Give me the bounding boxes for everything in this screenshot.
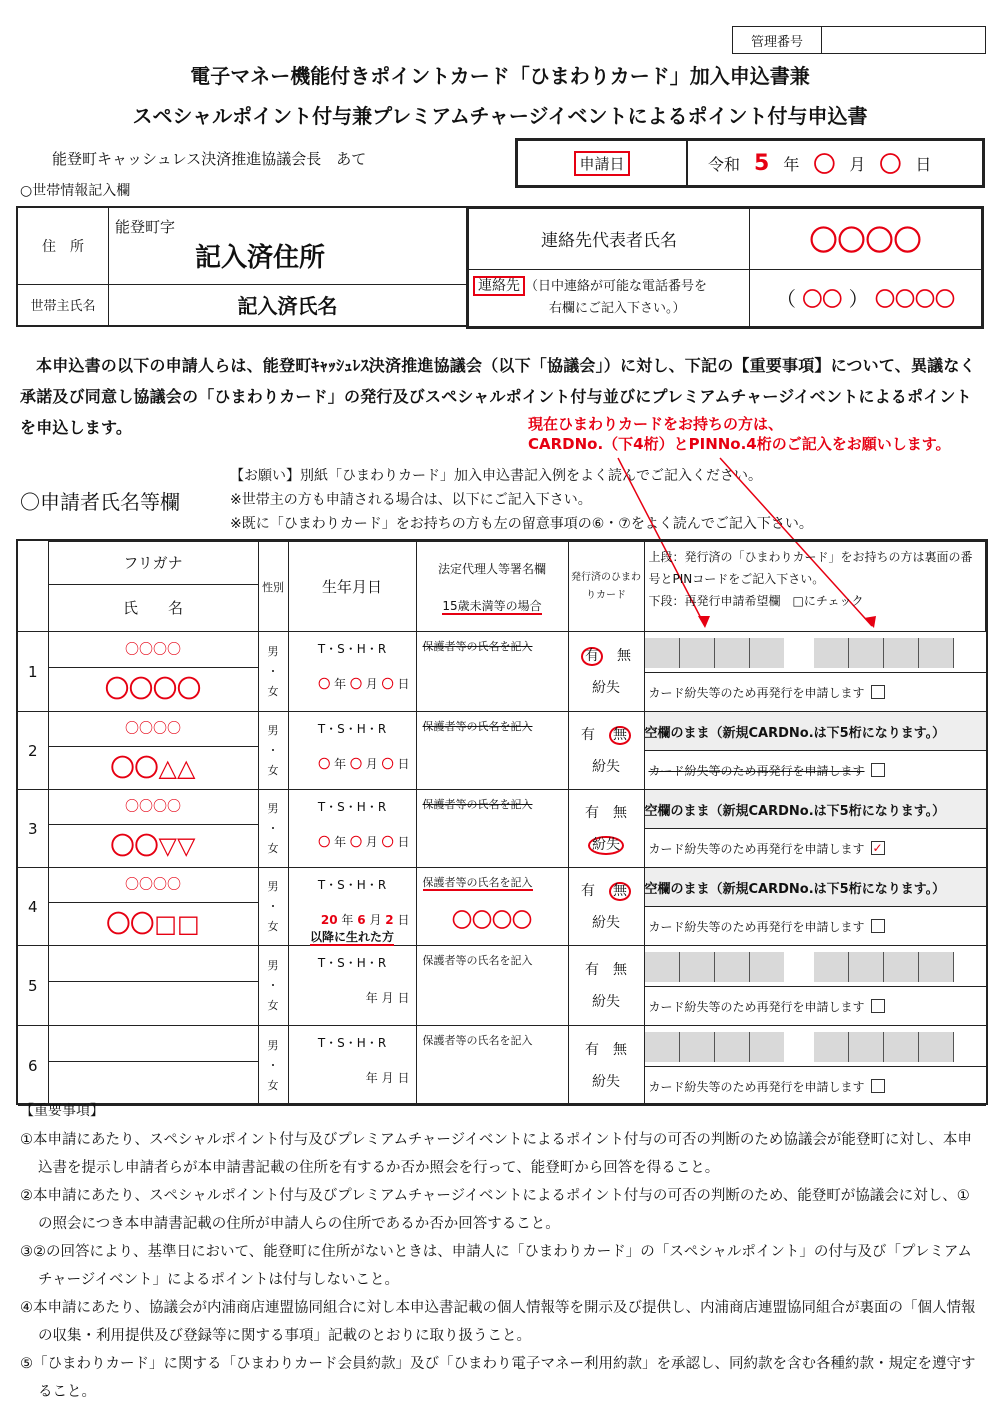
gender-dot: ・ [267,1058,279,1072]
household-section-label: ○世帯情報記入欄 [20,183,131,199]
card-cell [644,946,986,1026]
date-month: 〇 [813,152,836,178]
name-cell[interactable] [48,712,258,790]
dob-year: 〇 [318,757,331,771]
table-row [18,790,986,868]
hdr-name-label: 氏 名 [122,599,183,617]
phone-note1: （日中連絡が可能な電話番号を [525,279,708,295]
application-date-label: 申請日 [574,151,629,176]
guardian-cell[interactable] [416,1026,568,1106]
reissue-label: カード紛失等のため再発行を申請します [648,841,865,856]
gender-dot: ・ [267,821,279,835]
note-1: 【お願い】別紙「ひまわりカード」加入申込書記入例をよく読んでご記入ください。 [230,468,762,484]
dob-year: 〇 [318,677,331,691]
issued-cell[interactable] [568,946,644,1026]
hdr-guardian [416,542,568,632]
hdr-dob: 生年月日 [288,542,416,632]
reissue-checkbox[interactable] [871,999,885,1013]
issued-cell[interactable] [568,868,644,946]
era-options: T・S・H・R [317,956,387,970]
issued-no: 無 [609,882,631,901]
era-options: T・S・H・R [317,642,387,656]
table-row [18,1026,986,1106]
dob-cell[interactable] [288,868,416,946]
issued-lost: 紛失 [592,1073,620,1090]
issued-lost: 紛失 [592,758,620,775]
issued-lost: 紛失 [588,836,624,855]
issued-yes: 有 [585,961,599,978]
note-2: ※世帯主の方も申請される場合は、以下にご記入下さい。 [230,492,592,508]
callout-line2: CARDNo.（下4桁）とPINNo.4桁のご記入をお願いします。 [528,435,951,453]
gender-dot: ・ [267,743,279,757]
hdr-name [48,542,258,632]
dob-day: 2 [385,913,394,927]
dob-cell[interactable] [288,790,416,868]
dob-month-unit: 月 [365,757,378,771]
dob-month-unit: 月 [381,991,394,1005]
guardian-cell[interactable] [416,632,568,712]
blank-note: 空欄のまま（新規CARDNo.は下5桁になります。） [645,790,986,829]
gender-male: 男 [267,801,279,815]
dob-after-note: 以降に生れた方 [309,930,394,944]
gender-female: 女 [267,684,279,698]
card-cell [644,632,986,712]
gender-male: 男 [267,644,279,658]
important-1: ①本申請にあたり、スペシャルポイント付与及びプレミアムチャージイベントによるポイント付与の可否の判断のため協議会が能登町に対し、本申込書を提示し申請者らが本申請書記載の住所を有するか否か照会を行って、能登町から回答を得ること。 [20,1132,972,1176]
gender-cell[interactable] [258,1026,288,1106]
dob-cell[interactable] [288,632,416,712]
guardian-placeholder: 保護者等の氏名を記入 [422,798,533,811]
note-3: ※既に「ひまわりカード」をお持ちの方も左の留意事項の⑥・⑦をよく読んでご記入下さい。 [230,516,813,532]
reissue-checkbox[interactable] [871,1079,885,1093]
important-3: ③②の回答により、基準日において、能登町に住所がないときは、申請人に「ひまわりカード」の「スペシャルポイント」の付与及び「プレミアムチャージイベント」によるポイントは付与しないこと。 [20,1244,972,1288]
issued-cell[interactable] [568,712,644,790]
hdr-card-1: 上段：発行済の「ひまわりカード」をお持ちの方は裏面の番号とPINコードをご記入下さい。 [648,550,973,586]
reissue-row[interactable] [645,907,986,945]
issued-no: 無 [609,726,631,745]
pin-cells[interactable] [645,632,986,673]
phone-open: （ [775,287,796,312]
card-cell [644,712,986,790]
phone-label: 連絡先 [473,276,525,296]
reissue-row[interactable]: カード紛失等のため再発行を申請します ✓ [648,841,883,856]
reissue-checkbox[interactable] [871,763,885,777]
phone-number: 〇〇〇〇 [875,287,956,312]
dob-day-unit: 日 [397,757,410,771]
rep-label: 連絡先代表者氏名 [469,209,750,269]
row-number: 1 [18,632,48,712]
guardian-placeholder: 保護者等の氏名を記入 [422,954,533,967]
gender-cell[interactable] [258,868,288,946]
name-value: 〇〇△△ [110,754,196,782]
name-cell[interactable] [48,868,258,946]
dob-year: 20 [320,913,338,927]
gender-male: 男 [267,1038,279,1052]
guardian-placeholder: 保護者等の氏名を記入 [422,640,533,653]
date-day: 〇 [879,152,902,178]
row-number: 6 [18,1026,48,1106]
dob-day: 〇 [381,757,394,771]
issued-lost: 紛失 [592,679,620,696]
gender-dot: ・ [267,664,279,678]
gender-female: 女 [267,841,279,855]
important-title: 【重要事項】 [20,1103,104,1119]
hdr-card [644,542,986,632]
guardian-name: 〇〇〇〇 [452,908,532,932]
issued-yes: 有 [581,882,595,899]
gender-female: 女 [267,763,279,777]
dob-month: 〇 [349,757,362,771]
gender-cell[interactable] [258,632,288,712]
head-label: 世帯主氏名 [18,284,109,325]
gender-cell[interactable] [258,712,288,790]
era-options: T・S・H・R [317,1036,387,1050]
furigana-value [49,1027,258,1062]
blank-note: 空欄のまま（新規CARDNo.は下5桁になります。） [645,712,986,751]
issued-lost: 紛失 [592,993,620,1010]
address-label: 住 所 [18,208,109,284]
issued-no: 無 [613,961,627,978]
name-value [49,1062,258,1104]
dob-month: 6 [357,913,366,927]
month-unit: 月 [849,154,866,174]
dob-month: 〇 [349,835,362,849]
gender-cell[interactable] [258,790,288,868]
guardian-placeholder: 保護者等の氏名を記入 [422,720,533,733]
dob-day: 〇 [381,677,394,691]
row-number: 4 [18,868,48,946]
name-cell[interactable] [48,632,258,712]
era-options: T・S・H・R [317,878,387,892]
gender-male: 男 [267,723,279,737]
reissue-label: カード紛失等のため再発行を申請します [648,685,865,700]
table-row [18,946,986,1026]
furigana-value: 〇〇〇〇 [49,633,258,668]
dob-year-unit: 年 [334,677,347,691]
hdr-card-2: 下段：再発行申請希望欄 □にチェック [648,594,864,608]
reissue-row[interactable] [645,987,986,1025]
reissue-checkbox[interactable] [871,685,885,699]
pin-cells[interactable] [645,1026,986,1067]
reissue-row[interactable] [645,1067,986,1105]
reissue-label: カード紛失等のため再発行を申請します [648,763,865,778]
hdr-guardian-sub: 15歳未満等の場合 [442,598,542,613]
furigana-value: 〇〇〇〇 [49,712,258,747]
phone-area: 〇〇 [802,287,843,312]
issued-yes: 有 [581,726,595,743]
name-cell[interactable] [48,1026,258,1106]
guardian-placeholder: 保護者等の氏名を記入 [422,1034,533,1047]
hdr-guardian-label: 法定代理人等署名欄 [437,561,546,576]
dob-day-unit: 日 [397,677,410,691]
gender-male: 男 [267,958,279,972]
card-cell [644,868,986,946]
dob-cell[interactable] [288,946,416,1026]
head-value[interactable]: 記入済氏名 [109,284,467,325]
dob-day: 〇 [381,835,394,849]
applicants-title: 〇申請者氏名等欄 [20,490,180,514]
name-value [49,982,258,1024]
pin-cells[interactable] [645,946,986,987]
important-4: ④本申請にあたり、協議会が内浦商店連盟協同組合に対し本申込書記載の個人情報等を開示及び提供し、内浦商店連盟協同組合が裏面の「個人情報の収集・利用提供及び登録等に関する事項」記載のとおりに取り扱うこと。 [20,1300,976,1344]
gender-dot: ・ [267,899,279,913]
dob-month-unit: 月 [369,913,382,927]
phone-close: ） [848,287,869,312]
guardian-placeholder: 保護者等の氏名を記入 [422,876,533,889]
title-line2: スペシャルポイント付与兼プレミアムチャージイベントによるポイント付与申込書 [132,104,868,128]
hdr-issued: 発行済のひまわりカード [568,542,644,632]
hdr-furigana: フリガナ [49,542,258,585]
issued-yes: 有 [585,1041,599,1058]
address-prefix: 能登町字 [115,218,176,236]
dob-month-unit: 月 [365,677,378,691]
issued-yes: 有 [585,804,599,821]
reissue-row[interactable] [645,751,986,789]
date-year: 5 [754,150,770,176]
table-row [18,712,986,790]
card-cell [644,1026,986,1106]
important-2: ②本申請にあたり、スペシャルポイント付与及びプレミアムチャージイベントによるポイント付与の可否の判断のため、能登町が協議会に対し、①の照会につき本申請書記載の住所が申請人らの住所であるか否か回答すること。 [20,1188,970,1232]
gender-female: 女 [267,919,279,933]
applicants-table [16,539,988,1105]
dob-cell[interactable] [288,1026,416,1106]
issued-no: 無 [613,1041,627,1058]
hdr-gender: 性別 [258,542,288,632]
furigana-value: 〇〇〇〇 [49,790,258,825]
name-cell[interactable] [48,946,258,1026]
rep-value[interactable]: 〇〇〇〇 [750,209,982,269]
gender-cell[interactable] [258,946,288,1026]
row-number: 5 [18,946,48,1026]
issued-cell[interactable] [568,790,644,868]
dob-day-unit: 日 [397,1071,410,1085]
issued-lost: 紛失 [592,914,620,931]
guardian-cell[interactable] [416,946,568,1026]
dob-day-unit: 日 [397,913,410,927]
issued-cell[interactable] [568,632,644,712]
name-value: 〇〇□□ [106,910,200,938]
card-cell [644,790,986,868]
issued-no: 無 [617,647,631,664]
guardian-cell[interactable] [416,868,568,946]
dob-year-unit: 年 [334,835,347,849]
gender-female: 女 [267,1078,279,1092]
name-value: 〇〇▽▽ [110,832,196,860]
furigana-value [49,947,258,982]
reissue-row[interactable] [645,673,986,711]
era-options: T・S・H・R [317,800,387,814]
name-cell[interactable] [48,790,258,868]
name-value: 〇〇〇〇 [105,675,201,703]
addressee: 能登町キャッシュレス決済推進協議会長 あて [52,150,367,168]
management-number-label: 管理番号 [733,27,822,53]
phone-note2: 右欄にご記入下さい。） [549,301,686,317]
issued-yes: 有 [581,647,603,666]
dob-year-unit: 年 [334,757,347,771]
dob-year-unit: 年 [341,913,354,927]
blank-note: 空欄のまま（新規CARDNo.は下5桁になります。） [645,868,986,907]
year-unit: 年 [783,154,800,174]
dob-year-unit: 年 [365,991,378,1005]
dob-year: 〇 [318,835,331,849]
row-number: 3 [18,790,48,868]
furigana-value: 〇〇〇〇 [49,868,258,903]
reissue-label: カード紛失等のため再発行を申請します [648,919,865,934]
era: 令和 [708,154,741,174]
day-unit: 日 [915,154,932,174]
dob-year-unit: 年 [365,1071,378,1085]
gender-female: 女 [267,998,279,1012]
gender-male: 男 [267,879,279,893]
dob-cell[interactable] [288,712,416,790]
callout-line1: 現在ひまわりカードをお持ちの方は、 [528,415,784,433]
guardian-cell[interactable] [416,790,568,868]
issued-no: 無 [613,804,627,821]
dob-month: 〇 [349,677,362,691]
table-row [18,632,986,712]
table-row [18,868,986,946]
dob-month-unit: 月 [365,835,378,849]
body-p1: 本申込書の以下の申請人らは、能登町ｷｬｯｼｭﾚｽ決済推進協議会（以下「協議会」）に対し、下記の【重要事項】について、異議なく承諾及び同意し協議会の「ひまわりカード」の発行及びスペシャルポイント付与並びにプレミアムチャージイベントによるポイントを申込します。 [20,356,976,437]
important-5: ⑤「ひまわりカード」に関する「ひまわりカード会員約款」及び「ひまわり電子マネー利用約款」を承認し、同約款を含む各種約款・規定を遵守すること。 [20,1356,976,1400]
dob-day-unit: 日 [397,991,410,1005]
gender-dot: ・ [267,978,279,992]
era-options: T・S・H・R [317,722,387,736]
reissue-label: カード紛失等のため再発行を申請します [648,1079,865,1094]
dob-month-unit: 月 [381,1071,394,1085]
guardian-cell[interactable] [416,712,568,790]
address-value: 記入済住所 [195,243,326,273]
issued-cell[interactable] [568,1026,644,1106]
important-list [20,1126,982,1406]
title-line1: 電子マネー機能付きポイントカード「ひまわりカード」加入申込書兼 [190,64,810,88]
dob-day-unit: 日 [397,835,410,849]
reissue-label: カード紛失等のため再発行を申請します [648,999,865,1014]
reissue-checkbox[interactable] [871,919,885,933]
row-number: 2 [18,712,48,790]
